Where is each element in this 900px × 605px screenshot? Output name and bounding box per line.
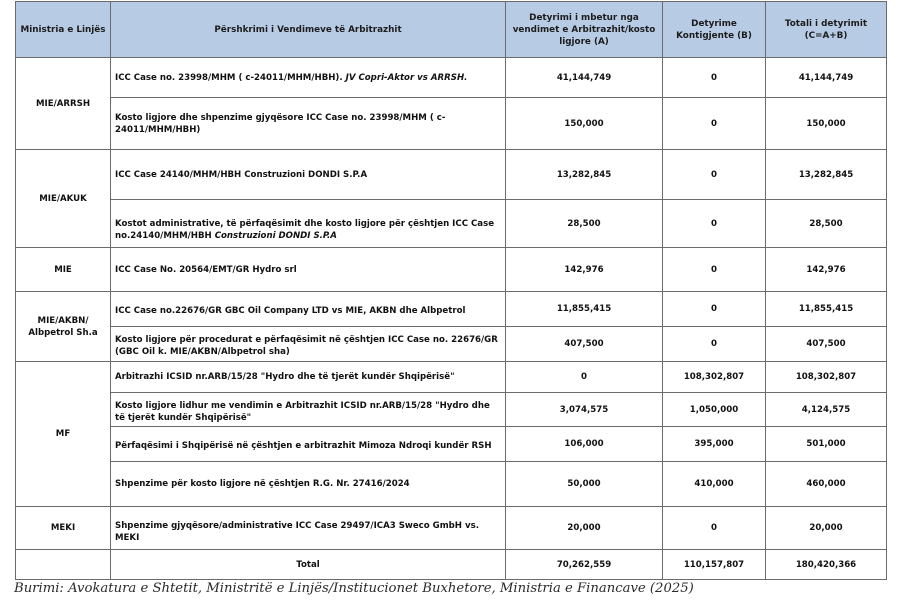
- value-a: 50,000: [506, 462, 663, 507]
- value-b: 0: [663, 58, 766, 98]
- description-cell: ICC Case No. 20564/EMT/GR Hydro srl: [111, 248, 506, 292]
- description-cell: Kosto ligjore dhe shpenzime gjyqësore ICC Case no. 23998/MHM ( c-24011/MHM/HBH): [111, 98, 506, 150]
- value-a: 28,500: [506, 200, 663, 248]
- total-label: Total: [111, 550, 506, 580]
- description-cell: Shpenzime për kosto ligjore në çështjen R.G. Nr. 27416/2024: [111, 462, 506, 507]
- value-a: 150,000: [506, 98, 663, 150]
- ministry-cell: MIE/AKUK: [16, 150, 111, 248]
- value-b: 395,000: [663, 427, 766, 462]
- value-b: 1,050,000: [663, 393, 766, 427]
- description-cell: Përfaqësimi i Shqipërisë në çështjen e arbitrazhit Mimoza Ndroqi kundër RSH: [111, 427, 506, 462]
- description-cell: ICC Case no. 23998/MHM ( c-24011/MHM/HBH). JV Copri-Aktor vs ARRSH.: [111, 58, 506, 98]
- value-a: 142,976: [506, 248, 663, 292]
- value-b: 0: [663, 150, 766, 200]
- value-b: 0: [663, 200, 766, 248]
- description-cell: Shpenzime gjyqësore/administrative ICC Case 29497/ICA3 Sweco GmbH vs. MEKI: [111, 507, 506, 550]
- value-c: 407,500: [766, 327, 887, 362]
- value-c: 501,000: [766, 427, 887, 462]
- total-a: 70,262,559: [506, 550, 663, 580]
- total-empty-cell: [16, 550, 111, 580]
- value-b: 0: [663, 98, 766, 150]
- table-row: [16, 462, 887, 507]
- value-a: 13,282,845: [506, 150, 663, 200]
- description-cell: Kostot administrative, të përfaqësimit dhe kosto ligjore për çështjen ICC Case no.24140/MHM/HBH Construzioni DONDI S.P.A: [111, 200, 506, 248]
- value-c: 4,124,575: [766, 393, 887, 427]
- header-remaining-liability: Detyrimi i mbetur nga vendimet e Arbitrazhit/kosto ligjore (A): [506, 2, 663, 58]
- table-row: [16, 150, 887, 200]
- value-c: 460,000: [766, 462, 887, 507]
- header-total-liability: Totali i detyrimit (C=A+B): [766, 2, 887, 58]
- table-row: [16, 327, 887, 362]
- table-row: [16, 292, 887, 327]
- value-a: 41,144,749: [506, 58, 663, 98]
- value-c: 142,976: [766, 248, 887, 292]
- table-row: [16, 393, 887, 427]
- value-b: 0: [663, 507, 766, 550]
- ministry-cell: MF: [16, 362, 111, 507]
- header-row: [16, 2, 887, 58]
- value-c: 11,855,415: [766, 292, 887, 327]
- table-row: [16, 427, 887, 462]
- ministry-cell: MIE: [16, 248, 111, 292]
- table-row: [16, 98, 887, 150]
- header-contingent-liability: Detyrime Kontigjente (B): [663, 2, 766, 58]
- header-description: Përshkrimi i Vendimeve të Arbitrazhit: [111, 2, 506, 58]
- description-cell: Kosto ligjore për procedurat e përfaqësimit në çështjen ICC Case no. 22676/GR (GBC Oil k. MIE/AKBN/Albpetrol sha): [111, 327, 506, 362]
- total-c: 180,420,366: [766, 550, 887, 580]
- description-cell: Arbitrazhi ICSID nr.ARB/15/28 "Hydro dhe të tjerët kundër Shqipërisë": [111, 362, 506, 393]
- value-a: 407,500: [506, 327, 663, 362]
- description-cell: Kosto ligjore lidhur me vendimin e Arbitrazhit ICSID nr.ARB/15/28 "Hydro dhe të tjerët kundër Shqipërisë": [111, 393, 506, 427]
- ministry-cell: MIE/ARRSH: [16, 58, 111, 150]
- value-a: 0: [506, 362, 663, 393]
- value-a: 3,074,575: [506, 393, 663, 427]
- value-a: 20,000: [506, 507, 663, 550]
- value-c: 13,282,845: [766, 150, 887, 200]
- header-ministry: Ministria e Linjës: [16, 2, 111, 58]
- value-c: 28,500: [766, 200, 887, 248]
- value-c: 41,144,749: [766, 58, 887, 98]
- ministry-cell: MIE/AKBN/ Albpetrol Sh.a: [16, 292, 111, 362]
- value-b: 108,302,807: [663, 362, 766, 393]
- table-row: [16, 507, 887, 550]
- value-b: 0: [663, 248, 766, 292]
- value-b: 0: [663, 292, 766, 327]
- description-cell: ICC Case no.22676/GR GBC Oil Company LTD vs MIE, AKBN dhe Albpetrol: [111, 292, 506, 327]
- value-a: 106,000: [506, 427, 663, 462]
- value-c: 150,000: [766, 98, 887, 150]
- total-b: 110,157,807: [663, 550, 766, 580]
- table-row: [16, 362, 887, 393]
- table-row: [16, 58, 887, 98]
- source-caption: Burimi: Avokatura e Shtetit, Ministritë e Linjës/Institucionet Buxhetore, Ministria e Financave (2025): [14, 581, 694, 596]
- arbitration-liabilities-table: [15, 1, 887, 580]
- value-b: 410,000: [663, 462, 766, 507]
- value-c: 108,302,807: [766, 362, 887, 393]
- table-row: [16, 248, 887, 292]
- value-c: 20,000: [766, 507, 887, 550]
- table-row: [16, 200, 887, 248]
- value-a: 11,855,415: [506, 292, 663, 327]
- ministry-cell: MEKI: [16, 507, 111, 550]
- description-cell: ICC Case 24140/MHM/HBH Construzioni DONDI S.P.A: [111, 150, 506, 200]
- value-b: 0: [663, 327, 766, 362]
- total-row: [16, 550, 887, 580]
